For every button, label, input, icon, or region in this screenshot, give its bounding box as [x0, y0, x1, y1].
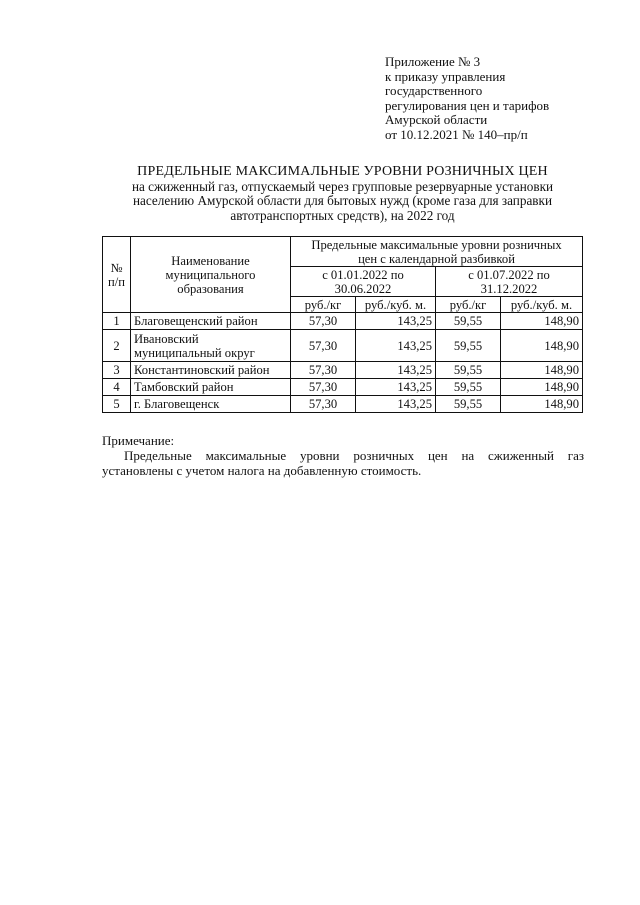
header-period-1: с 01.01.2022 по 30.06.2022 [291, 267, 436, 297]
table-row [103, 362, 583, 379]
row-name: Константиновский район [131, 362, 291, 379]
appendix-line: от 10.12.2021 № 140–пр/п [385, 126, 528, 142]
title-subline: автотранспортных средств), на 2022 год [230, 207, 455, 223]
row-price-p1-kg: 57,30 [291, 313, 356, 330]
row-price-p2-kg: 59,55 [436, 330, 501, 362]
row-num: 5 [103, 396, 131, 413]
row-price-p1-m3: 143,25 [356, 313, 436, 330]
title-subline: населению Амурской области для бытовых нужд (кроме газа для заправки [132, 193, 553, 209]
row-name: Ивановский муниципальный округ [131, 330, 291, 362]
appendix-line: к приказу управления [385, 68, 506, 84]
appendix-line: Амурской области [385, 112, 488, 128]
row-price-p1-m3: 143,25 [356, 330, 436, 362]
row-num: 1 [103, 313, 131, 330]
header-unit-kg: руб./кг [436, 297, 501, 313]
header-unit-m3: руб./куб. м. [501, 297, 583, 313]
header-num: № п/п [103, 237, 131, 313]
header-unit-m3: руб./куб. м. [356, 297, 436, 313]
header-prices: Предельные максимальные уровни розничных цен с календарной разбивкой [291, 237, 583, 267]
price-table [102, 236, 583, 413]
row-price-p1-kg: 57,30 [291, 396, 356, 413]
row-name: Тамбовский район [131, 379, 291, 396]
note-text: Предельные максимальные уровни розничных цен на сжиженный газ установлены с учетом налога на добавленную стоимость. [102, 448, 584, 478]
header-unit-kg: руб./кг [291, 297, 356, 313]
appendix-line: регулирования цен и тарифов [385, 97, 550, 113]
row-price-p1-kg: 57,30 [291, 379, 356, 396]
table-row [103, 313, 583, 330]
row-name: г. Благовещенск [131, 396, 291, 413]
row-price-p2-m3: 148,90 [501, 379, 583, 396]
table-row [103, 379, 583, 396]
row-num: 2 [103, 330, 131, 362]
title-subline: на сжиженный газ, отпускаемый через групповые резервуарные установки [131, 178, 554, 194]
row-price-p2-kg: 59,55 [436, 362, 501, 379]
header-name: Наименование муниципального образования [131, 237, 291, 313]
appendix-line: государственного [385, 83, 483, 99]
table-row [103, 330, 583, 362]
title-main: ПРЕДЕЛЬНЫЕ МАКСИМАЛЬНЫЕ УРОВНИ РОЗНИЧНЫХ ЦЕН [137, 164, 548, 179]
row-price-p2-m3: 148,90 [501, 396, 583, 413]
row-price-p2-m3: 148,90 [501, 362, 583, 379]
row-price-p1-kg: 57,30 [291, 330, 356, 362]
row-num: 3 [103, 362, 131, 379]
row-price-p1-m3: 143,25 [356, 362, 436, 379]
row-price-p2-kg: 59,55 [436, 396, 501, 413]
row-price-p1-kg: 57,30 [291, 362, 356, 379]
appendix-line: Приложение № 3 [385, 54, 481, 69]
header-period-2: с 01.07.2022 по 31.12.2022 [436, 267, 583, 297]
table-header-row [103, 237, 583, 267]
row-name: Благовещенский район [131, 313, 291, 330]
row-num: 4 [103, 379, 131, 396]
document-title [100, 165, 585, 223]
row-price-p1-m3: 143,25 [356, 379, 436, 396]
note-label: Примечание: [102, 433, 175, 448]
row-price-p2-kg: 59,55 [436, 313, 501, 330]
note-block [102, 433, 584, 478]
row-price-p2-m3: 148,90 [501, 313, 583, 330]
table-row [103, 396, 583, 413]
row-price-p1-m3: 143,25 [356, 396, 436, 413]
appendix-block [385, 55, 605, 143]
row-price-p2-m3: 148,90 [501, 330, 583, 362]
row-price-p2-kg: 59,55 [436, 379, 501, 396]
